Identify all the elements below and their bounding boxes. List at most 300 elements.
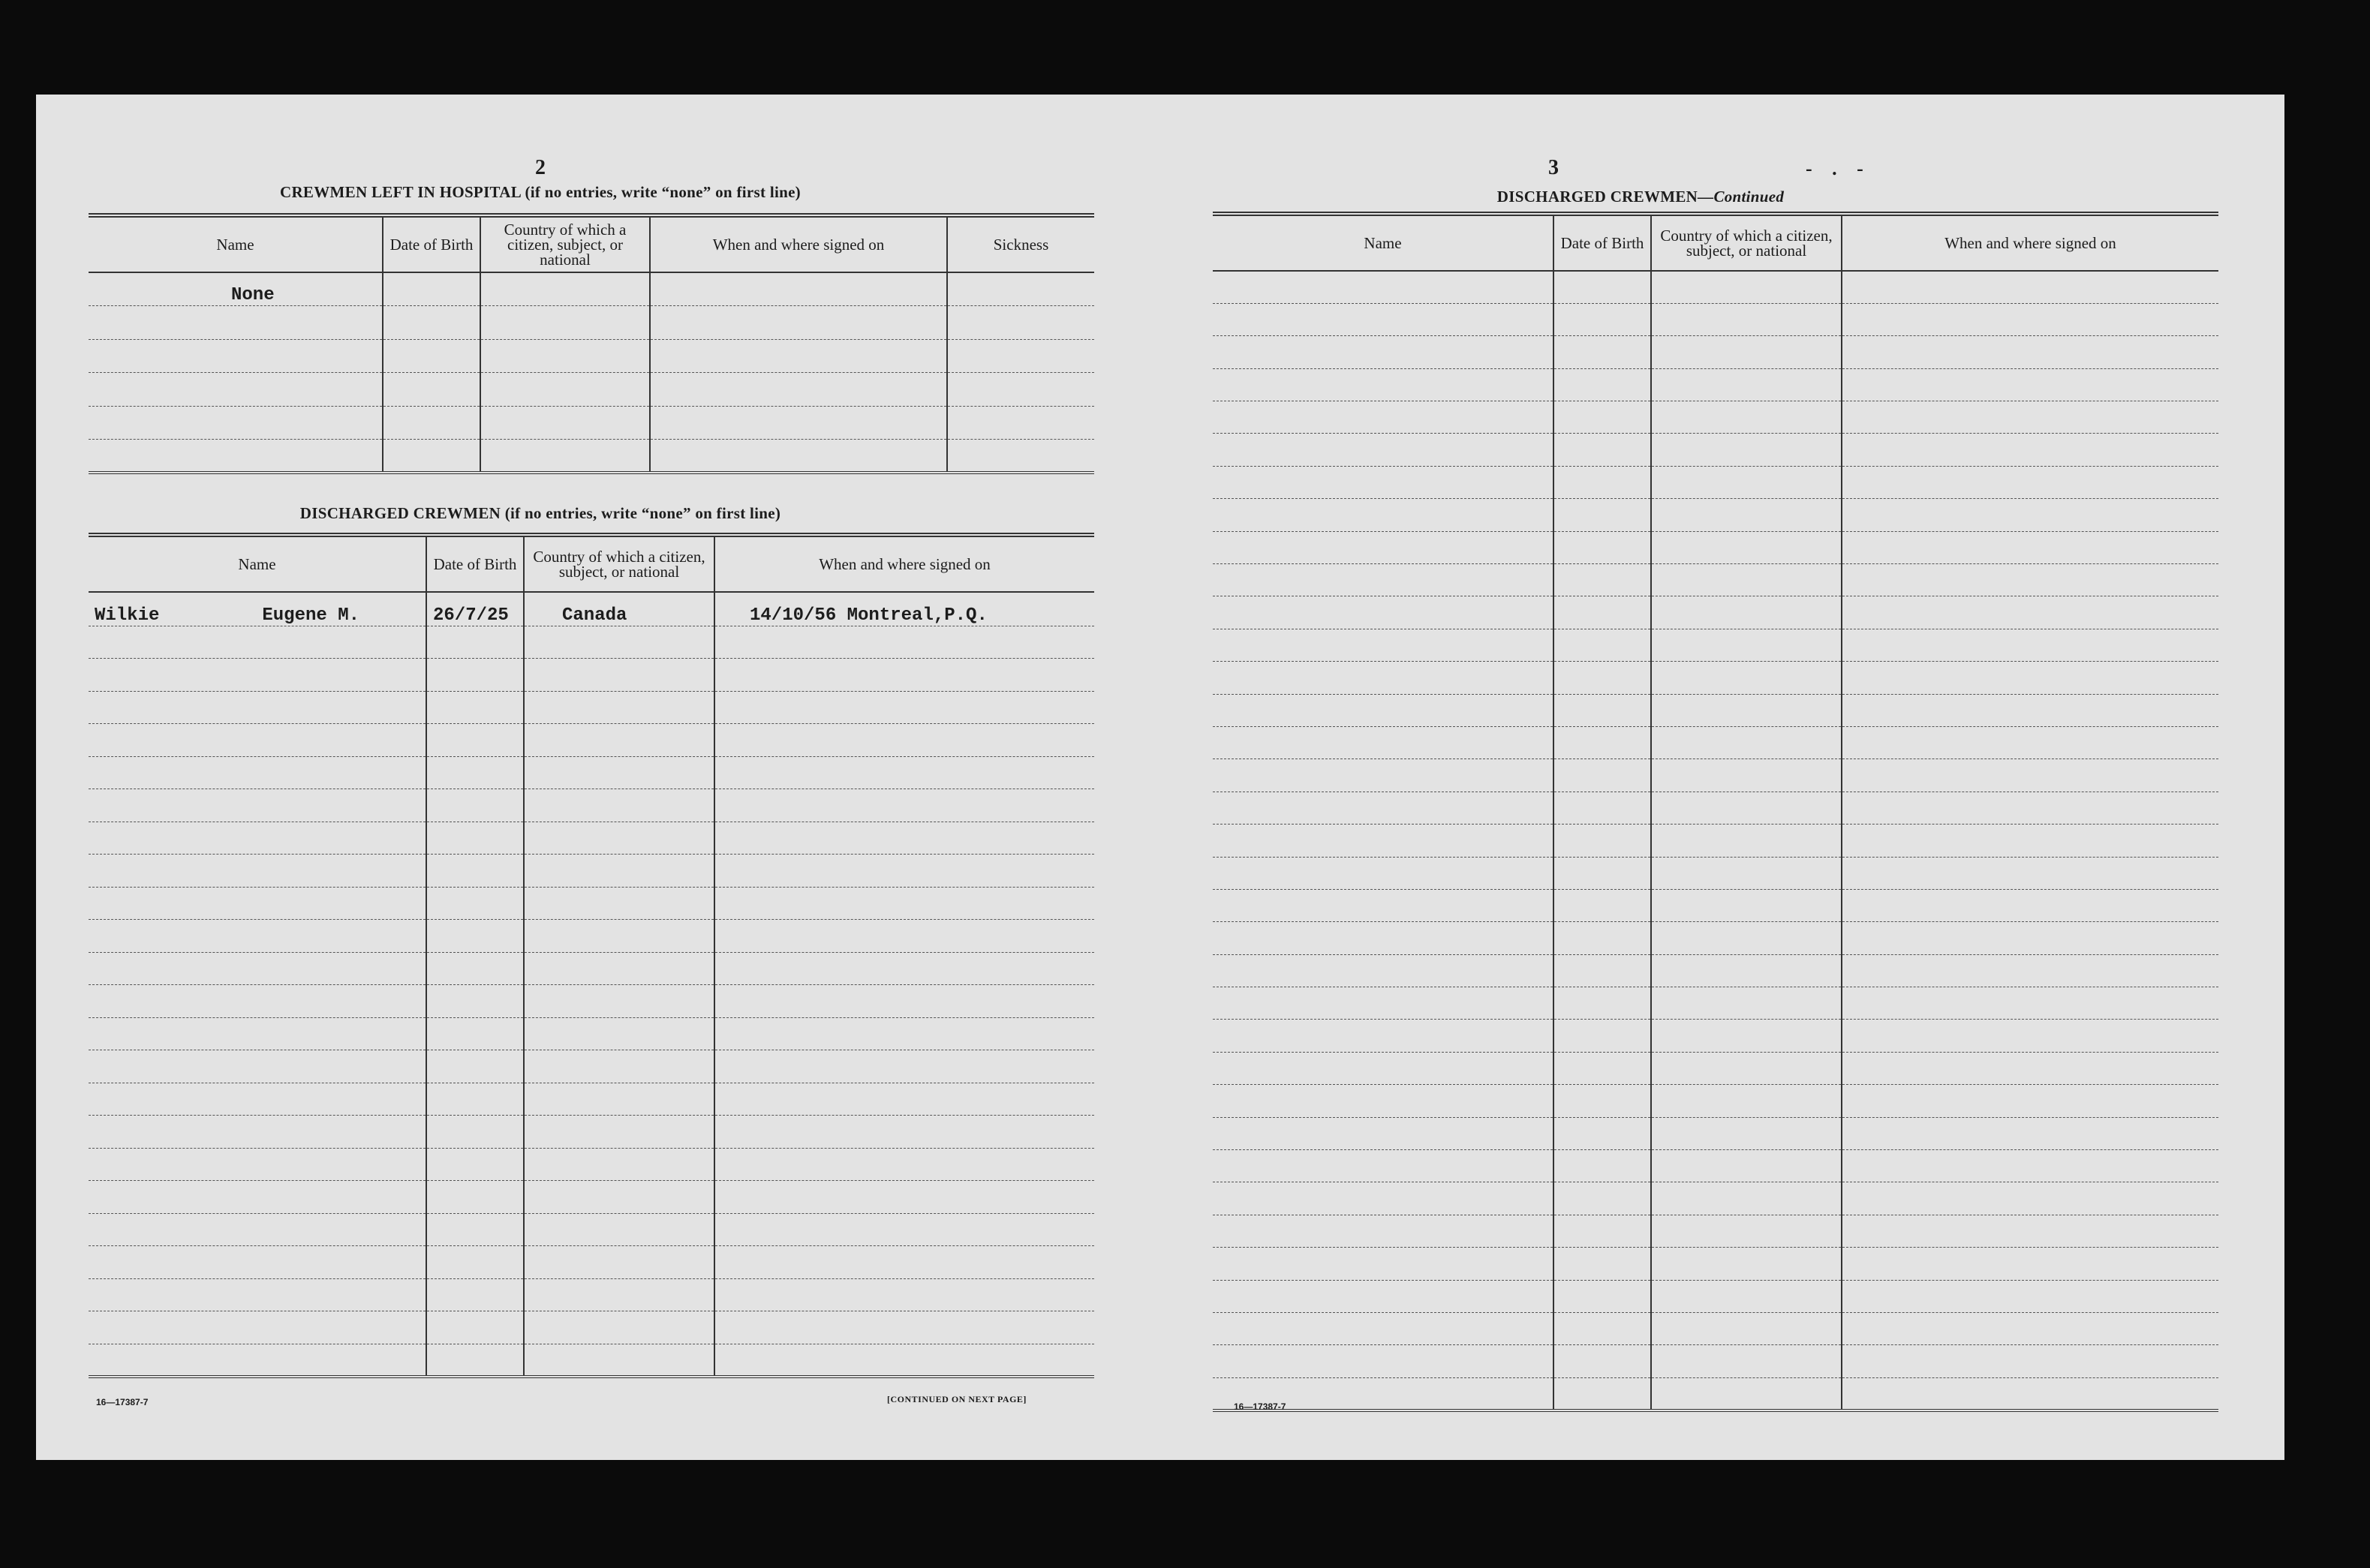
table-cell — [524, 1344, 714, 1377]
table-cell — [1651, 726, 1842, 758]
table-cell — [89, 1181, 426, 1214]
table-cell — [1213, 499, 1553, 531]
table-cell — [1651, 954, 1842, 987]
table-cell — [1651, 336, 1842, 368]
table-row — [89, 1344, 1094, 1377]
table-cell — [714, 985, 1094, 1018]
table-cell — [524, 952, 714, 985]
table-cell — [1213, 596, 1553, 629]
table-cell — [1842, 531, 2218, 563]
table-cell — [1651, 1020, 1842, 1052]
table-cell — [714, 789, 1094, 822]
table-row — [1213, 368, 2218, 401]
table-cell — [426, 691, 524, 724]
table-cell — [89, 985, 426, 1018]
table-cell — [89, 1050, 426, 1083]
table-cell — [426, 756, 524, 789]
table-cell — [89, 440, 383, 473]
table-row — [89, 1278, 1094, 1311]
table-cell — [89, 1344, 426, 1377]
column-header: When and where signed on — [650, 215, 947, 272]
table-cell — [1842, 1052, 2218, 1084]
table-cell — [1651, 1117, 1842, 1149]
table-cell — [1553, 401, 1651, 434]
table-row — [1213, 792, 2218, 824]
column-header: When and where signed on — [1842, 214, 2218, 271]
column-header: When and where signed on — [714, 535, 1094, 592]
table-cell — [714, 1311, 1094, 1344]
table-cell — [524, 659, 714, 692]
table-row — [1213, 564, 2218, 596]
table-cell — [1651, 857, 1842, 889]
table-cell — [89, 920, 426, 953]
table-row — [89, 440, 1094, 473]
section-instruction: (if no entries, write “none” on first line) — [504, 504, 781, 522]
table-cell — [1651, 1150, 1842, 1182]
table-cell — [524, 1148, 714, 1181]
table-cell — [524, 724, 714, 757]
table-row — [1213, 759, 2218, 792]
table-cell — [1651, 466, 1842, 498]
column-header: Sickness — [947, 215, 1094, 272]
table-cell — [89, 373, 383, 407]
table-row — [89, 855, 1094, 888]
table-row — [1213, 271, 2218, 303]
table-cell — [714, 920, 1094, 953]
table-cell — [426, 1181, 524, 1214]
table-cell — [524, 985, 714, 1018]
table-row — [89, 691, 1094, 724]
table-row — [1213, 629, 2218, 661]
table-cell — [1842, 1248, 2218, 1280]
table-cell — [1842, 987, 2218, 1020]
table-cell — [89, 724, 426, 757]
stray-marks: - . - — [1806, 158, 1871, 179]
table-row — [89, 1181, 1094, 1214]
table-cell — [1842, 596, 2218, 629]
table-cell — [1842, 1117, 2218, 1149]
table-cell — [1842, 368, 2218, 401]
table-cell — [1651, 1052, 1842, 1084]
table-header-row — [89, 535, 1094, 592]
table-cell — [1842, 1345, 2218, 1377]
table-cell — [426, 626, 524, 659]
discharged-continued-title — [1138, 188, 2143, 206]
table-cell — [1213, 662, 1553, 694]
table-cell — [1213, 987, 1553, 1020]
table-cell — [1842, 303, 2218, 335]
column-header: Name — [89, 535, 426, 592]
table-row — [89, 1050, 1094, 1083]
table-cell — [1842, 889, 2218, 921]
table-row — [89, 920, 1094, 953]
table-cell — [1553, 889, 1651, 921]
table-cell — [426, 1311, 524, 1344]
table-cell — [426, 1116, 524, 1149]
table-cell — [480, 272, 650, 306]
table-cell — [1553, 726, 1651, 758]
table-row — [89, 1311, 1094, 1344]
table-cell — [1842, 857, 2218, 889]
table-cell — [1553, 987, 1651, 1020]
table-cell — [1213, 466, 1553, 498]
table-cell — [1651, 922, 1842, 954]
table-cell — [89, 756, 426, 789]
table-cell — [714, 1246, 1094, 1279]
table-cell — [1553, 1052, 1651, 1084]
table-cell — [89, 1148, 426, 1181]
table-cell — [1213, 1020, 1553, 1052]
table-cell — [524, 1017, 714, 1050]
table-cell — [650, 339, 947, 373]
table-cell — [1553, 434, 1651, 466]
table-cell — [1213, 368, 1553, 401]
table-cell — [1651, 889, 1842, 921]
table-cell — [1651, 1280, 1842, 1312]
table-cell — [426, 920, 524, 953]
table-cell — [426, 1050, 524, 1083]
table-cell — [1651, 1085, 1842, 1117]
table-row — [1213, 694, 2218, 726]
table-cell — [1842, 1377, 2218, 1410]
table-cell — [1651, 1345, 1842, 1377]
table-cell — [89, 339, 383, 373]
table-cell — [89, 822, 426, 855]
table-cell — [1213, 629, 1553, 661]
table-row — [89, 756, 1094, 789]
table-cell — [1842, 726, 2218, 758]
table-cell — [1213, 1052, 1553, 1084]
table-cell — [1213, 759, 1553, 792]
table-cell — [714, 756, 1094, 789]
table-cell — [1213, 825, 1553, 857]
table-row — [89, 1017, 1094, 1050]
table-cell — [426, 1017, 524, 1050]
table-cell — [714, 822, 1094, 855]
table-cell — [480, 440, 650, 473]
table-cell — [947, 339, 1094, 373]
table-cell — [1651, 694, 1842, 726]
table-cell — [1651, 564, 1842, 596]
table-cell — [1842, 1313, 2218, 1345]
table-cell — [1213, 1117, 1553, 1149]
table-row — [1213, 922, 2218, 954]
discharged-section-title — [38, 504, 1043, 523]
table-row — [89, 406, 1094, 440]
table-cell — [480, 339, 650, 373]
table-cell — [1842, 694, 2218, 726]
table-cell — [714, 626, 1094, 659]
table-row — [1213, 1215, 2218, 1247]
table-cell — [1842, 1020, 2218, 1052]
table-cell — [714, 1083, 1094, 1116]
table-cell — [524, 789, 714, 822]
table-cell — [1553, 1085, 1651, 1117]
table-cell — [383, 373, 480, 407]
table-cell — [1651, 1248, 1842, 1280]
table-cell — [426, 1278, 524, 1311]
table-row — [1213, 726, 2218, 758]
table-cell — [1842, 564, 2218, 596]
table-cell — [714, 855, 1094, 888]
table-cell — [89, 855, 426, 888]
table-cell — [524, 1246, 714, 1279]
table-cell — [650, 440, 947, 473]
table-cell — [1842, 1215, 2218, 1247]
table-cell — [1842, 466, 2218, 498]
table-cell — [89, 1017, 426, 1050]
table-cell — [1842, 271, 2218, 303]
table-cell — [1553, 1313, 1651, 1345]
table-row — [89, 592, 1094, 626]
table-cell — [1553, 531, 1651, 563]
table-cell — [1842, 1150, 2218, 1182]
table-cell — [1842, 401, 2218, 434]
table-cell — [1553, 1020, 1651, 1052]
table-cell — [1553, 1280, 1651, 1312]
table-cell — [714, 659, 1094, 692]
table-row — [1213, 857, 2218, 889]
table-cell — [524, 1311, 714, 1344]
table-cell — [1553, 1345, 1651, 1377]
table-cell — [1213, 1345, 1553, 1377]
table-cell — [426, 952, 524, 985]
table-row — [89, 626, 1094, 659]
table-row — [89, 1116, 1094, 1149]
table-cell — [1553, 922, 1651, 954]
table-cell — [524, 756, 714, 789]
table-cell — [1651, 792, 1842, 824]
table-row — [1213, 1280, 2218, 1312]
table-cell — [1651, 1313, 1842, 1345]
table-cell — [1553, 1248, 1651, 1280]
table-cell — [1553, 271, 1651, 303]
table-cell — [1213, 434, 1553, 466]
table-cell — [1842, 1280, 2218, 1312]
table-cell — [89, 1246, 426, 1279]
column-header: Date of Birth — [383, 215, 480, 272]
table-cell — [1651, 987, 1842, 1020]
table-cell — [1842, 1085, 2218, 1117]
column-header: Country of which a citizen, subject, or national — [1651, 214, 1842, 271]
form-code: 16—17387-7 — [1234, 1401, 1286, 1412]
table-cell — [1842, 499, 2218, 531]
table-cell — [1553, 1377, 1651, 1410]
table-row — [1213, 1248, 2218, 1280]
table-row — [1213, 889, 2218, 921]
table-cell — [1213, 1150, 1553, 1182]
section-heading: DISCHARGED CREWMEN — [1496, 188, 1698, 206]
table-row — [1213, 1182, 2218, 1215]
table-cell — [1553, 954, 1651, 987]
table-cell — [480, 306, 650, 340]
table-row — [1213, 1052, 2218, 1084]
table-cell — [1651, 499, 1842, 531]
table-row — [89, 1083, 1094, 1116]
table-row — [89, 985, 1094, 1018]
table-row — [89, 1213, 1094, 1246]
table-row — [89, 306, 1094, 340]
table-cell — [714, 691, 1094, 724]
table-row — [1213, 1377, 2218, 1410]
table-cell — [1651, 825, 1842, 857]
table-cell — [1842, 792, 2218, 824]
table-cell — [1651, 1215, 1842, 1247]
table-row — [1213, 336, 2218, 368]
date-of-birth-cell: 26/7/25 — [426, 592, 524, 626]
table-cell — [1651, 531, 1842, 563]
table-cell — [1213, 1085, 1553, 1117]
table-cell — [1213, 922, 1553, 954]
table-row — [1213, 434, 2218, 466]
table-row — [1213, 954, 2218, 987]
table-cell — [714, 1116, 1094, 1149]
table-cell — [89, 1116, 426, 1149]
table-cell — [947, 406, 1094, 440]
column-header: Name — [89, 215, 383, 272]
table-row — [1213, 466, 2218, 498]
table-cell — [383, 272, 480, 306]
signed-on-cell — [714, 592, 1094, 626]
table-cell — [714, 1278, 1094, 1311]
column-header: Name — [1213, 214, 1553, 271]
table-cell — [426, 887, 524, 920]
table-cell — [89, 952, 426, 985]
table-cell — [524, 822, 714, 855]
table-cell — [1553, 336, 1651, 368]
table-cell — [1651, 401, 1842, 434]
page-number: 3 — [1548, 156, 1559, 179]
table-cell — [524, 626, 714, 659]
table-cell — [524, 1083, 714, 1116]
table-cell — [1553, 629, 1651, 661]
table-cell — [1651, 271, 1842, 303]
name-cell — [89, 592, 426, 626]
table-cell — [89, 691, 426, 724]
table-cell — [714, 1050, 1094, 1083]
table-cell — [650, 406, 947, 440]
table-row — [89, 822, 1094, 855]
section-instruction: (if no entries, write “none” on first line) — [525, 183, 801, 201]
table-cell — [947, 272, 1094, 306]
column-header: Date of Birth — [426, 535, 524, 592]
table-cell — [1651, 596, 1842, 629]
table-cell — [89, 1083, 426, 1116]
table-cell — [524, 887, 714, 920]
given-name: Eugene M. — [262, 605, 359, 626]
table-cell — [1553, 694, 1651, 726]
table-cell — [1213, 889, 1553, 921]
table-row — [89, 659, 1094, 692]
table-row — [1213, 531, 2218, 563]
table-cell — [89, 306, 383, 340]
table-cell — [714, 952, 1094, 985]
table-row — [89, 952, 1094, 985]
column-header: Country of which a citizen, subject, or national — [524, 535, 714, 592]
table-cell — [524, 1278, 714, 1311]
table-cell — [89, 1278, 426, 1311]
table-row — [89, 373, 1094, 407]
table-cell — [1213, 303, 1553, 335]
table-cell — [480, 406, 650, 440]
table-cell — [714, 887, 1094, 920]
table-cell — [1553, 662, 1651, 694]
table-cell — [1842, 922, 2218, 954]
table-cell — [383, 440, 480, 473]
table-cell — [426, 1213, 524, 1246]
table-cell — [524, 1213, 714, 1246]
table-cell — [1553, 1215, 1651, 1247]
table-cell — [1213, 1280, 1553, 1312]
table-row — [1213, 303, 2218, 335]
table-row — [1213, 987, 2218, 1020]
table-cell — [426, 1083, 524, 1116]
table-row — [1213, 1150, 2218, 1182]
table-cell — [714, 1017, 1094, 1050]
table-cell — [89, 887, 426, 920]
table-cell — [426, 789, 524, 822]
table-row — [89, 272, 1094, 306]
table-cell — [1842, 825, 2218, 857]
hospital-section-title — [38, 183, 1043, 202]
table-row — [1213, 596, 2218, 629]
column-header: Country of which a citizen, subject, or national — [480, 215, 650, 272]
table-cell — [89, 1213, 426, 1246]
signed-place: Montreal,P.Q. — [847, 605, 988, 626]
table-cell — [1213, 336, 1553, 368]
table-cell — [1553, 1150, 1651, 1182]
table-cell — [1842, 434, 2218, 466]
table-cell — [89, 1311, 426, 1344]
table-cell — [426, 985, 524, 1018]
table-header-row — [1213, 214, 2218, 271]
table-cell — [1553, 792, 1651, 824]
table-cell — [524, 1050, 714, 1083]
table-cell — [426, 1148, 524, 1181]
table-cell — [1651, 368, 1842, 401]
table-cell — [1842, 1182, 2218, 1215]
table-cell — [1651, 759, 1842, 792]
table-cell — [714, 724, 1094, 757]
table-cell — [1651, 434, 1842, 466]
table-cell — [947, 306, 1094, 340]
page-number: 2 — [535, 156, 546, 179]
signed-date: 14/10/56 — [750, 605, 837, 626]
country-cell: Canada — [524, 592, 714, 626]
continued-note: [CONTINUED ON NEXT PAGE] — [887, 1394, 1027, 1404]
table-row — [89, 887, 1094, 920]
table-cell — [1553, 499, 1651, 531]
table-cell — [1651, 1182, 1842, 1215]
table-row — [1213, 1085, 2218, 1117]
table-row — [1213, 499, 2218, 531]
table-cell — [1553, 759, 1651, 792]
table-row — [1213, 1313, 2218, 1345]
table-cell — [524, 1116, 714, 1149]
table-cell — [1213, 1313, 1553, 1345]
table-cell — [1553, 596, 1651, 629]
form-sheet — [36, 95, 2284, 1460]
table-cell — [1842, 954, 2218, 987]
table-cell — [1213, 564, 1553, 596]
table-cell — [650, 306, 947, 340]
table-cell — [947, 373, 1094, 407]
table-cell: None — [89, 272, 383, 306]
table-row — [1213, 401, 2218, 434]
table-cell — [1213, 694, 1553, 726]
table-cell — [714, 1148, 1094, 1181]
table-cell — [89, 626, 426, 659]
